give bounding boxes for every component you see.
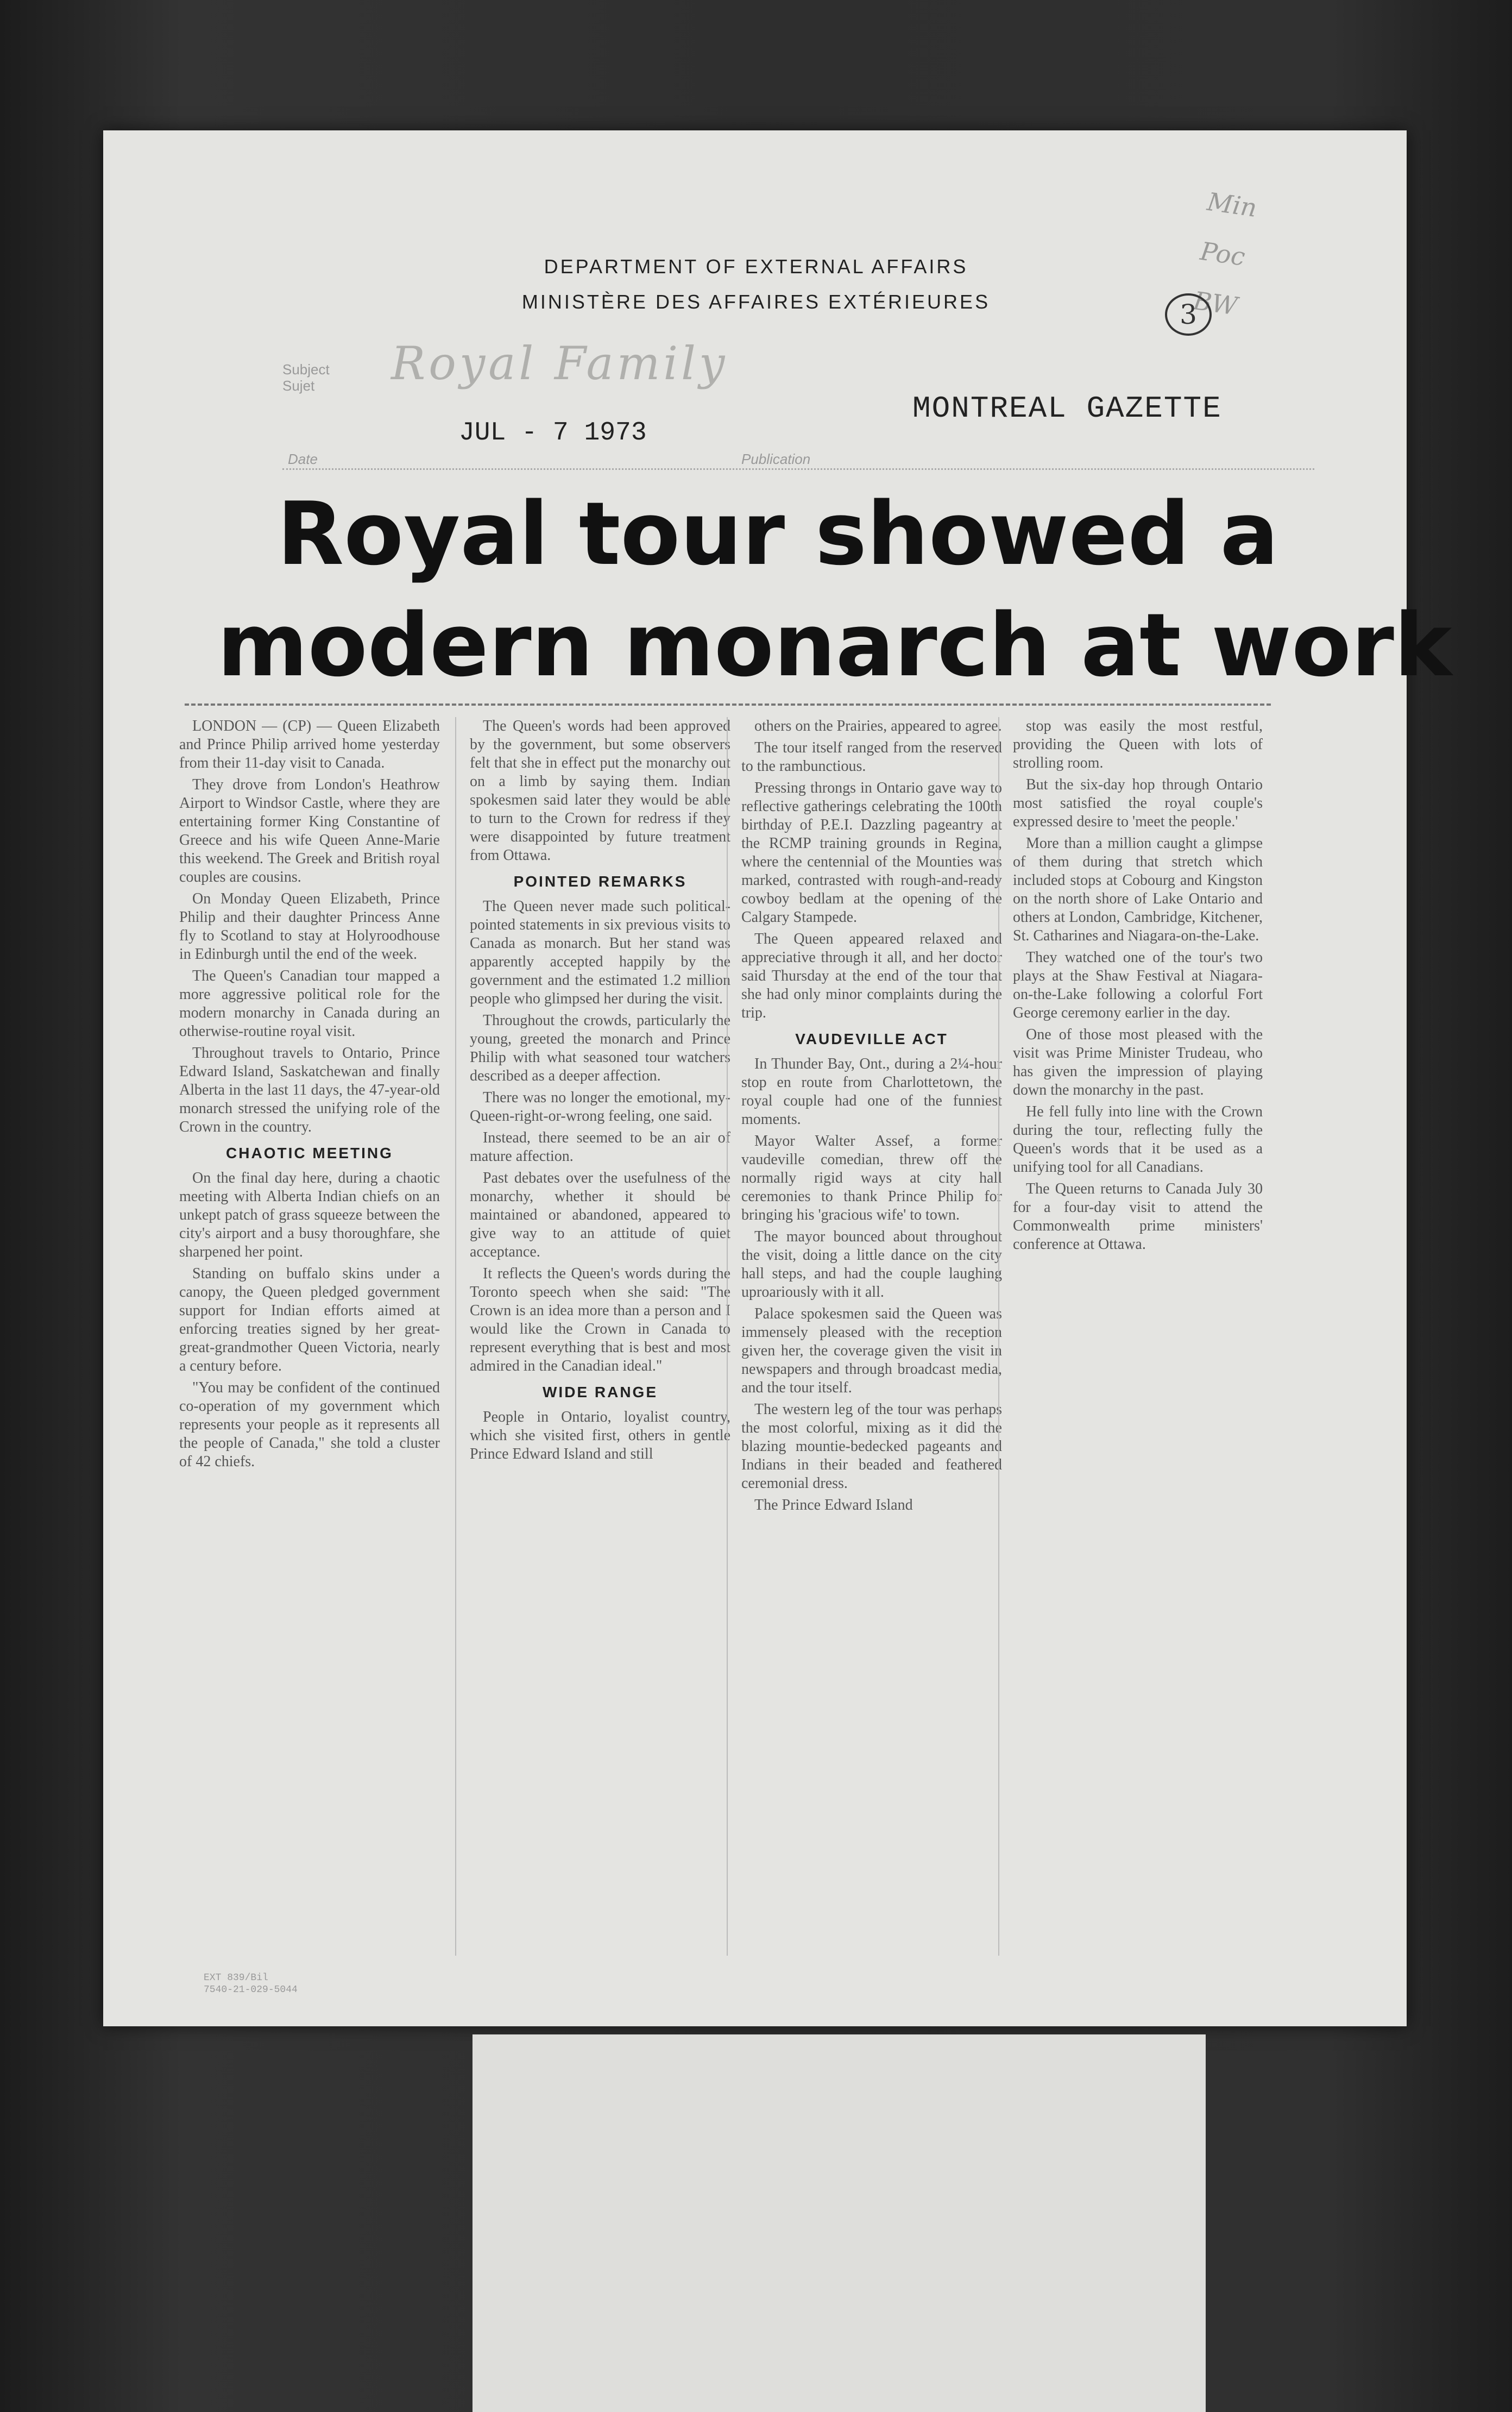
subject-label: Subject Sujet: [282, 361, 330, 394]
article-paragraph: The Queen never made such political-pointed statements in six previous visits to Canada as monarch. But her stand was apparently accepted happily by the government and the estimated 1.2 million people who glimpsed her during the visit.: [470, 898, 730, 1007]
article-paragraph: The mayor bounced about throughout the visit, doing a little dance on the city hall steps, and had the couple laughing uproariously with it all.: [741, 1228, 1002, 1301]
article-paragraph: The Queen's Canadian tour mapped a more aggressive political role for the modern monarchy in Canada during an otherwise-routine royal visit.: [179, 968, 440, 1040]
article-column-4: [1013, 717, 1263, 1257]
article-paragraph: Standing on buffalo skins under a canopy, the Queen pledged government support for Indian efforts aimed at enforcing treaties signed by her great-great-grandmother Queen Victoria, nearly a century before.: [179, 1265, 440, 1374]
article-paragraph: The Queen's words had been approved by the government, but some observers felt that she in effect put the monarchy out on a limb by saying them. Indian spokesmen said later they would be able to turn to the Crown for redress if they were disappointed by future treatment from Ottawa.: [470, 718, 730, 864]
article-paragraph: Pressing throngs in Ontario gave way to reflective gatherings celebrating the 100th birthday of P.E.I. Dazzling pageantry at the RCMP training grounds in Regina, where the centennial of the Mounties was marked, contrasted with rough-and-ready cowboy bedlam at the opening of the Calgary Stampede.: [741, 780, 1002, 926]
headline: [217, 478, 1452, 701]
article-paragraph: Past debates over the usefulness of the monarchy, whether it should be maintained or abandoned, appeared to give way to an attitude of quiet acceptance.: [470, 1170, 730, 1260]
article-paragraph: Mayor Walter Assef, a former vaudeville comedian, threw off the normally rigid ways at city hall ceremonies to thank Prince Philip for bringing his 'gracious wife' to town.: [741, 1133, 1002, 1223]
article-paragraph: LONDON — (CP) — Queen Elizabeth and Prince Philip arrived home yesterday from their 11-day visit to Canada.: [179, 718, 440, 771]
article-paragraph: Palace spokesmen said the Queen was immensely pleased with the reception given her, the coverage given the visit in newspapers and through broadcast media, and the tour itself.: [741, 1305, 1002, 1396]
article-paragraph: He fell fully into line with the Crown during the tour, reflecting fully the Queen's words that it be used as a unifying tool for all Canadians.: [1013, 1103, 1263, 1176]
article-paragraph: More than a million caught a glimpse of them during that stretch which included stops at Cobourg and Kingston on the north shore of Lake Ontario and others at London, Cambridge, Kitchener, St. Catharines and Niagara-on-the-Lake.: [1013, 835, 1263, 944]
article-paragraph: The tour itself ranged from the reserved to the rambunctious.: [741, 739, 1002, 775]
article-column-3: [741, 717, 1002, 1518]
form-rule: [282, 468, 1314, 470]
article-paragraph: The western leg of the tour was perhaps the most colorful, mixing as it did the blazing mountie-bedecked pageants and Indians in their beaded and feathered ceremonial dress.: [741, 1401, 1002, 1492]
headline-line-1: Royal tour showed a: [277, 483, 1279, 585]
article-column-2: [470, 717, 730, 1467]
department-name-fr: MINISTÈRE DES AFFAIRES EXTÉRIEURES: [521, 291, 991, 313]
date-label: Date: [288, 451, 318, 467]
department-name-en: DEPARTMENT OF EXTERNAL AFFAIRS: [544, 255, 968, 278]
margin-handwriting: Min Poc BW: [1191, 186, 1259, 321]
headline-line-2: modern monarch at work: [217, 594, 1452, 696]
publication-stamp: MONTREAL GAZETTE: [912, 391, 1222, 426]
article-paragraph: On the final day here, during a chaotic meeting with Alberta Indian chiefs on an unkept patch of grass squeeze between the city's airport and a busy thoroughfare, she sharpened her point.: [179, 1170, 440, 1260]
article-paragraph: One of those most pleased with the visit was Prime Minister Trudeau, who has given the impression of playing down the monarchy in the past.: [1013, 1026, 1263, 1098]
subheading: CHAOTIC MEETING: [226, 1145, 393, 1161]
column-divider: [455, 717, 456, 1956]
column-divider: [998, 717, 999, 1956]
headline-rule: [185, 704, 1271, 706]
article-paragraph: The Queen appeared relaxed and appreciative through it all, and her doctor said Thursday at the end of the tour that she had only minor complaints during the trip.: [741, 931, 1002, 1021]
card-tab: [472, 2034, 1206, 2412]
subheading: WIDE RANGE: [543, 1384, 658, 1400]
subheading: POINTED REMARKS: [513, 873, 687, 890]
article-paragraph: Throughout travels to Ontario, Prince Edward Island, Saskatchewan and finally Alberta in the last 11 days, the 47-year-old monarch stressed the unifying role of the Crown in the country.: [179, 1045, 440, 1135]
article-paragraph: They drove from London's Heathrow Airport to Windsor Castle, where they are entertaining former King Constantine of Greece and his wife Queen Anne-Marie this weekend. The Greek and British royal couples are cousins.: [179, 776, 440, 885]
subject-handwriting: Royal Family: [391, 337, 728, 390]
subheading: VAUDEVILLE ACT: [795, 1031, 948, 1047]
article-paragraph: The Queen returns to Canada July 30 for a four-day visit to attend the Commonwealth prime ministers' conference at Ottawa.: [1013, 1180, 1263, 1253]
form-code: EXT 839/Bil 7540-21-029-5044: [204, 1973, 298, 1995]
article-paragraph: stop was easily the most restful, providing the Queen with lots of strolling room.: [1013, 718, 1263, 771]
article-paragraph: But the six-day hop through Ontario most satisfied the royal couple's expressed desire to 'meet the people.': [1013, 776, 1263, 830]
article-paragraph: Instead, there seemed to be an air of mature affection.: [470, 1129, 730, 1165]
article-paragraph: Throughout the crowds, particularly the young, greeted the monarch and Prince Philip with what seasoned tour watchers described as a deeper affection.: [470, 1012, 730, 1084]
article-paragraph: In Thunder Bay, Ont., during a 2¼-hour stop en route from Charlottetown, the royal couple had one of the funniest moments.: [741, 1056, 1002, 1128]
column-divider: [727, 717, 728, 1956]
article-paragraph: The Prince Edward Island: [754, 1497, 913, 1513]
article-paragraph: "You may be confident of the continued co-operation of my government which represents your people as it represents all the people of Canada," she told a cluster of 42 chiefs.: [179, 1379, 440, 1470]
article-paragraph: People in Ontario, loyalist country, which she visited first, others in gentle Prince Edward Island and still: [470, 1409, 730, 1462]
article-paragraph: There was no longer the emotional, my-Queen-right-or-wrong feeling, one said.: [470, 1089, 730, 1125]
circled-number: 3: [1165, 293, 1212, 336]
article-paragraph: They watched one of the tour's two plays at the Shaw Festival at Niagara-on-the-Lake following a colorful Fort George ceremony earlier in the day.: [1013, 949, 1263, 1021]
article-paragraph: others on the Prairies, appeared to agree.: [754, 718, 1002, 734]
article-column-1: [179, 717, 440, 1474]
article-paragraph: It reflects the Queen's words during the Toronto speech when she said: "The Crown is an idea more than a person and I would like the Crown in Canada to represent everything that is best and most admired in the Canadian ideal.": [470, 1265, 730, 1374]
date-stamp: JUL - 7 1973: [459, 418, 647, 448]
article-paragraph: On Monday Queen Elizabeth, Prince Philip and their daughter Princess Anne fly to Scotland to stay at Holyroodhouse in Edinburgh until the end of the week.: [179, 890, 440, 963]
publication-label: Publication: [741, 451, 811, 467]
